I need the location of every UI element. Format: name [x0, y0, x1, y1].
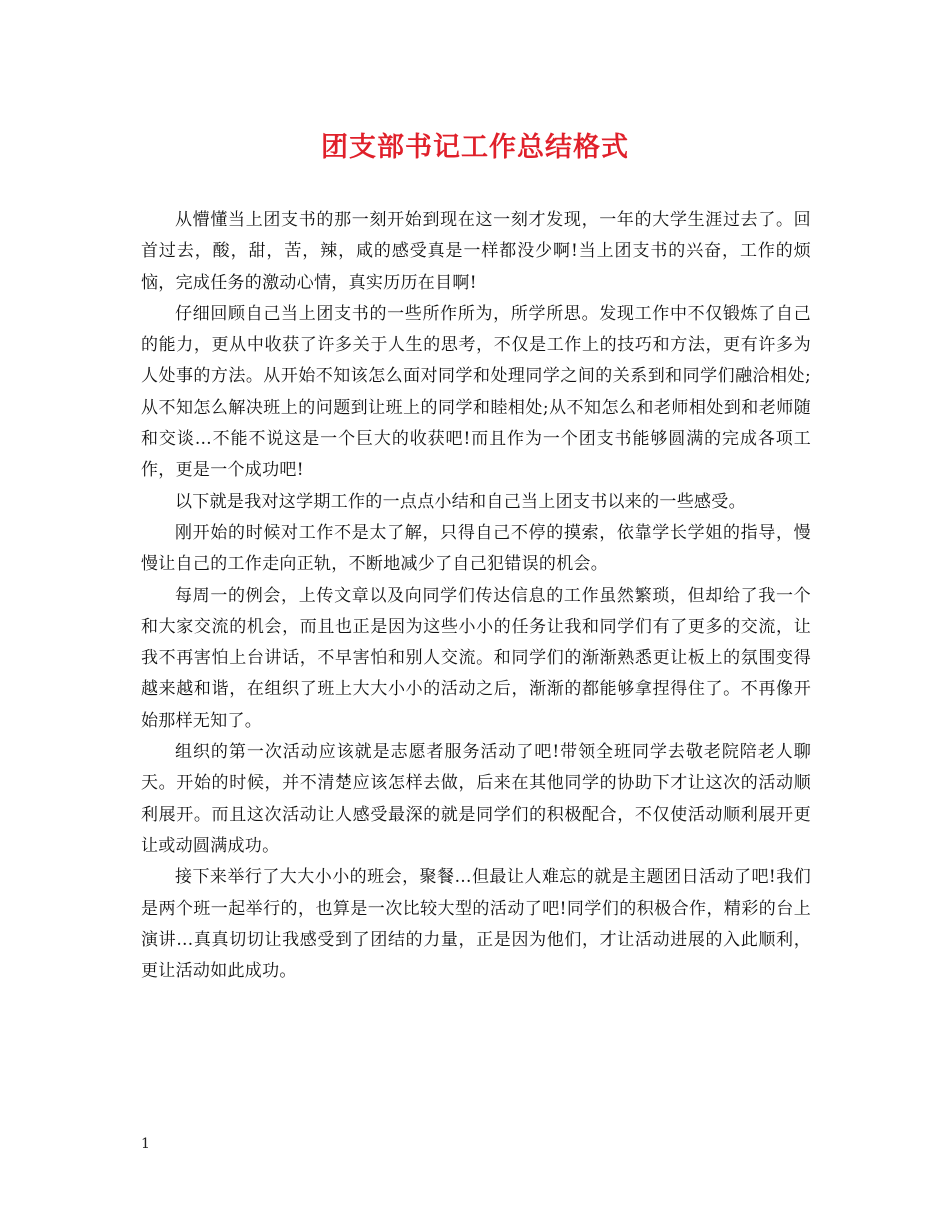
- paragraph-7: 接下来举行了大大小小的班会，聚餐…但最让人难忘的就是主题团日活动了吧!我们是两个班一起举行的，也算是一次比较大型的活动了吧!同学们的积极合作，精彩的台上演讲…真真切切让我感受到了团结的力量，正是因为他们，才让活动进展的入此顺利，更让活动如此成功。: [141, 867, 811, 982]
- paragraph-6: 组织的第一次活动应该就是志愿者服务活动了吧!带领全班同学去敬老院陪老人聊天。开始的时候，并不清楚应该怎样去做，后来在其他同学的协助下才让这次的活动顺利展开。而且这次活动让人感受最深的就是同学们的积极配合，不仅使活动顺利展开更让或动圆满成功。: [141, 742, 811, 856]
- paragraph-1: 从懵懂当上团支书的那一刻开始到现在这一刻才发现，一年的大学生涯过去了。回首过去，酸，甜，苦，辣，咸的感受真是一样都没少啊!当上团支书的兴奋，工作的烦恼，完成任务的激动心情，真实历历在目啊!: [141, 210, 811, 293]
- paragraph-3: 以下就是我对这学期工作的一点点小结和自己当上团支书以来的一些感受。: [175, 491, 746, 512]
- paragraph-2: 仔细回顾自己当上团支书的一些所作所为，所学所思。发现工作中不仅锻炼了自己的能力，更从中收获了许多关于人生的思考，不仅是工作上的技巧和方法，更有许多为人处事的方法。从开始不知该怎么面对同学和处理同学之间的关系到和同学们融洽相处;从不知怎么解决班上的问题到让班上的同学和睦相处;从不知怎么和老师相处到和老师随和交谈…不能不说这是一个巨大的收获吧!而且作为一个团支书能够圆满的完成各项工作，更是一个成功吧!: [141, 303, 811, 481]
- paragraph-5: 每周一的例会，上传文章以及向同学们传达信息的工作虽然繁琐，但却给了我一个和大家交流的机会，而且也正是因为这些小小的任务让我和同学们有了更多的交流，让我不再害怕上台讲话，不早害怕和别人交流。和同学们的渐渐熟悉更让板上的氛围变得越来越和谐，在组织了班上大大小小的活动之后，渐渐的都能够拿捏得住了。不再像开始那样无知了。: [141, 585, 811, 731]
- document-body: [141, 205, 811, 987]
- document-title: 团支部书记工作总结格式: [321, 132, 629, 163]
- page-number: 1: [141, 1136, 150, 1152]
- paragraph-4: 刚开始的时候对工作不是太了解，只得自己不停的摸索，依靠学长学姐的指导，慢慢让自己的工作走向正轨，不断地减少了自己犯错误的机会。: [141, 522, 811, 575]
